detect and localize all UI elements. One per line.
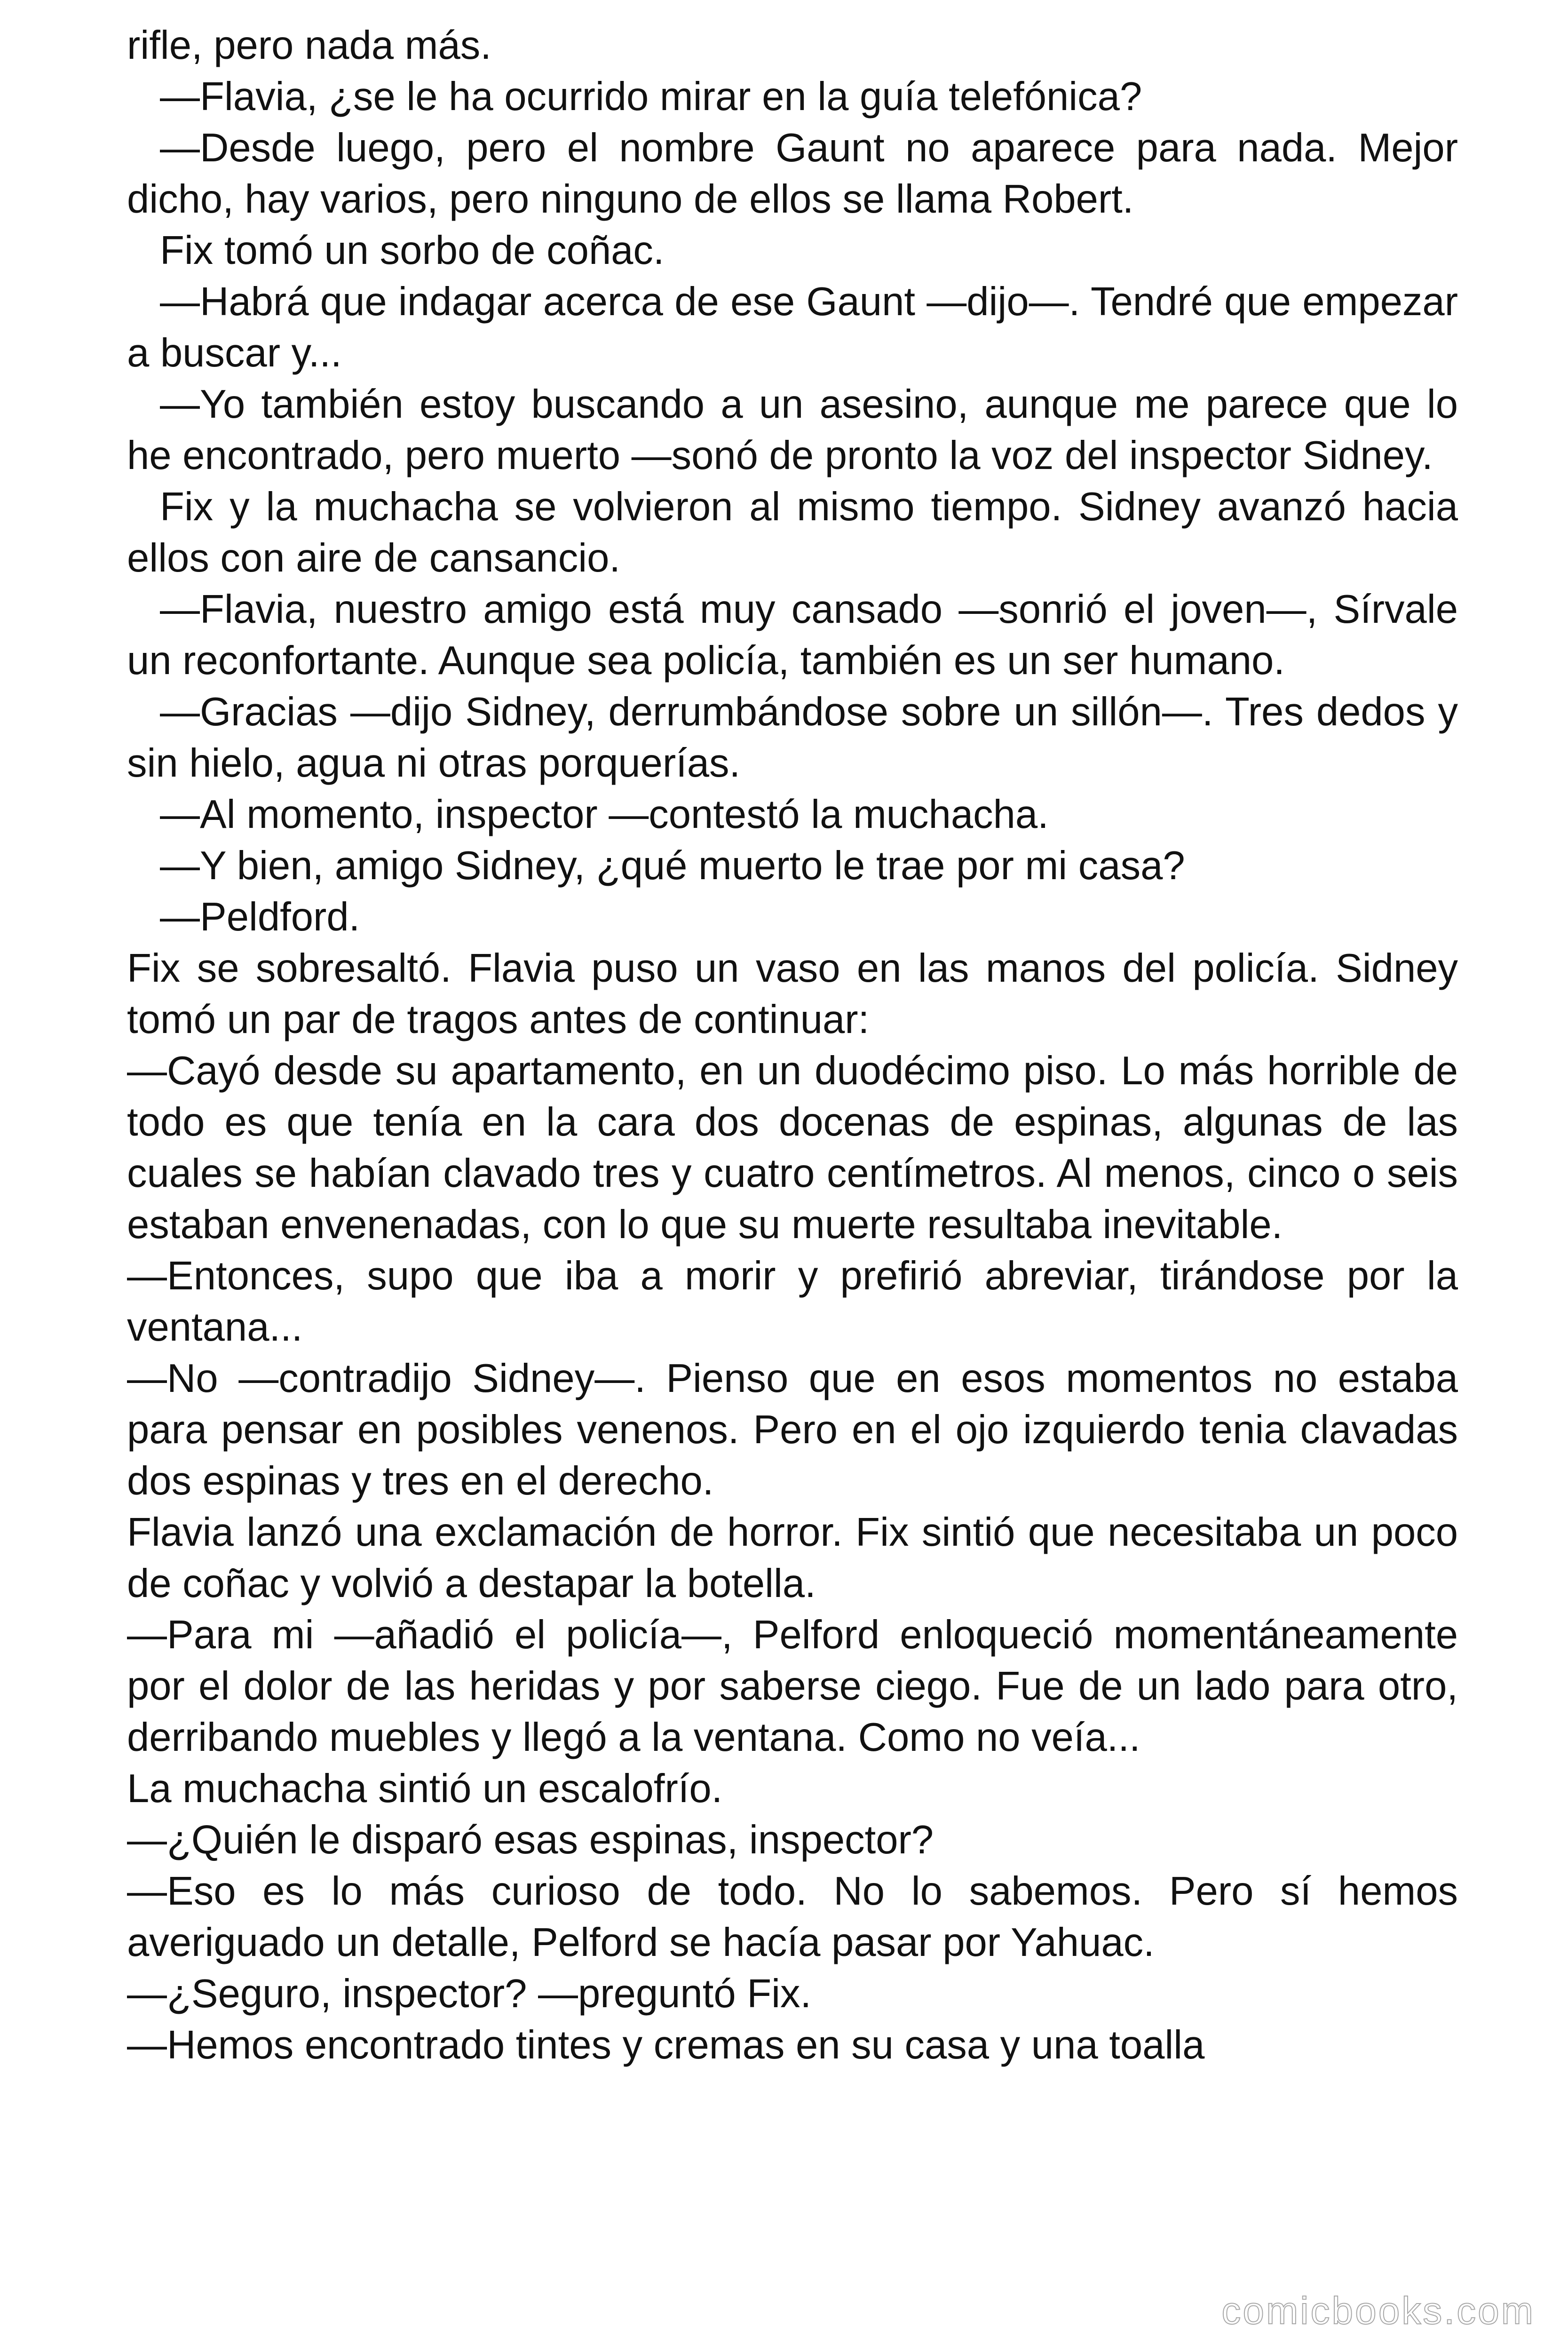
paragraph: —No —contradijo Sidney—. Pienso que en esos momentos no estaba para pensar en posibles venenos. Pero en el ojo izquierdo tenia clavadas dos espinas y tres en el derecho. — [127, 1356, 1458, 1503]
paragraph: —Para mi —añadió el policía—, Pelford enloqueció momentáneamente por el dolor de las heridas y por saberse ciego. Fue de un lado para otro, derribando muebles y llegó a la ventana. Como no veía... — [127, 1613, 1458, 1760]
paragraph: —Flavia, nuestro amigo está muy cansado —sonrió el joven—, Sírvale un reconfortante. Aunque sea policía, también es un ser humano. — [127, 587, 1458, 683]
paragraph: —¿Seguro, inspector? —preguntó Fix. — [127, 1971, 812, 2016]
paragraph: —Habrá que indagar acerca de ese Gaunt —dijo—. Tendré que empezar a buscar y... — [127, 279, 1458, 375]
paragraph: —Gracias —dijo Sidney, derrumbándose sobre un sillón—. Tres dedos y sin hielo, agua ni otras porquerías. — [127, 690, 1458, 786]
watermark: comicbooks.com — [1221, 2289, 1535, 2332]
paragraph: —Y bien, amigo Sidney, ¿qué muerto le trae por mi casa? — [160, 843, 1185, 888]
paragraph: —Eso es lo más curioso de todo. No lo sabemos. Pero sí hemos averiguado un detalle, Pelford se hacía pasar por Yahuac. — [127, 1869, 1458, 1965]
paragraph: —Cayó desde su apartamento, en un duodécimo piso. Lo más horrible de todo es que tenía en la cara dos docenas de espinas, algunas de las cuales se habían clavado tres y cuatro centímetros. Al menos, cinco o seis estaban envenenadas, con lo que su muerte resultaba inevitable. — [127, 1049, 1458, 1247]
paragraph: Fix se sobresaltó. Flavia puso un vaso en las manos del policía. Sidney tomó un par de tragos antes de continuar: — [127, 946, 1458, 1042]
document-page — [127, 20, 1458, 2071]
paragraph: —Desde luego, pero el nombre Gaunt no aparece para nada. Mejor dicho, hay varios, pero ninguno de ellos se llama Robert. — [127, 126, 1458, 222]
paragraph: —Peldford. — [160, 895, 360, 939]
paragraph: Flavia lanzó una exclamación de horror. Fix sintió que necesitaba un poco de coñac y volvió a destapar la botella. — [127, 1510, 1458, 1606]
paragraph: —Yo también estoy buscando a un asesino, aunque me parece que lo he encontrado, pero muerto —sonó de pronto la voz del inspector Sidney. — [127, 382, 1458, 478]
paragraph: Fix tomó un sorbo de coñac. — [160, 228, 665, 273]
paragraph: —Al momento, inspector —contestó la muchacha. — [160, 792, 1049, 837]
paragraph: Fix y la muchacha se volvieron al mismo tiempo. Sidney avanzó hacia ellos con aire de cansancio. — [127, 485, 1458, 580]
paragraph: —Hemos encontrado tintes y cremas en su casa y una toalla — [127, 2023, 1205, 2067]
paragraph: —Entonces, supo que iba a morir y prefirió abreviar, tirándose por la ventana... — [127, 1254, 1458, 1350]
paragraph: La muchacha sintió un escalofrío. — [127, 1766, 723, 1811]
paragraph: rifle, pero nada más. — [127, 23, 491, 68]
paragraph: —Flavia, ¿se le ha ocurrido mirar en la guía telefónica? — [160, 74, 1142, 119]
paragraph: —¿Quién le disparó esas espinas, inspector? — [127, 1818, 934, 1862]
